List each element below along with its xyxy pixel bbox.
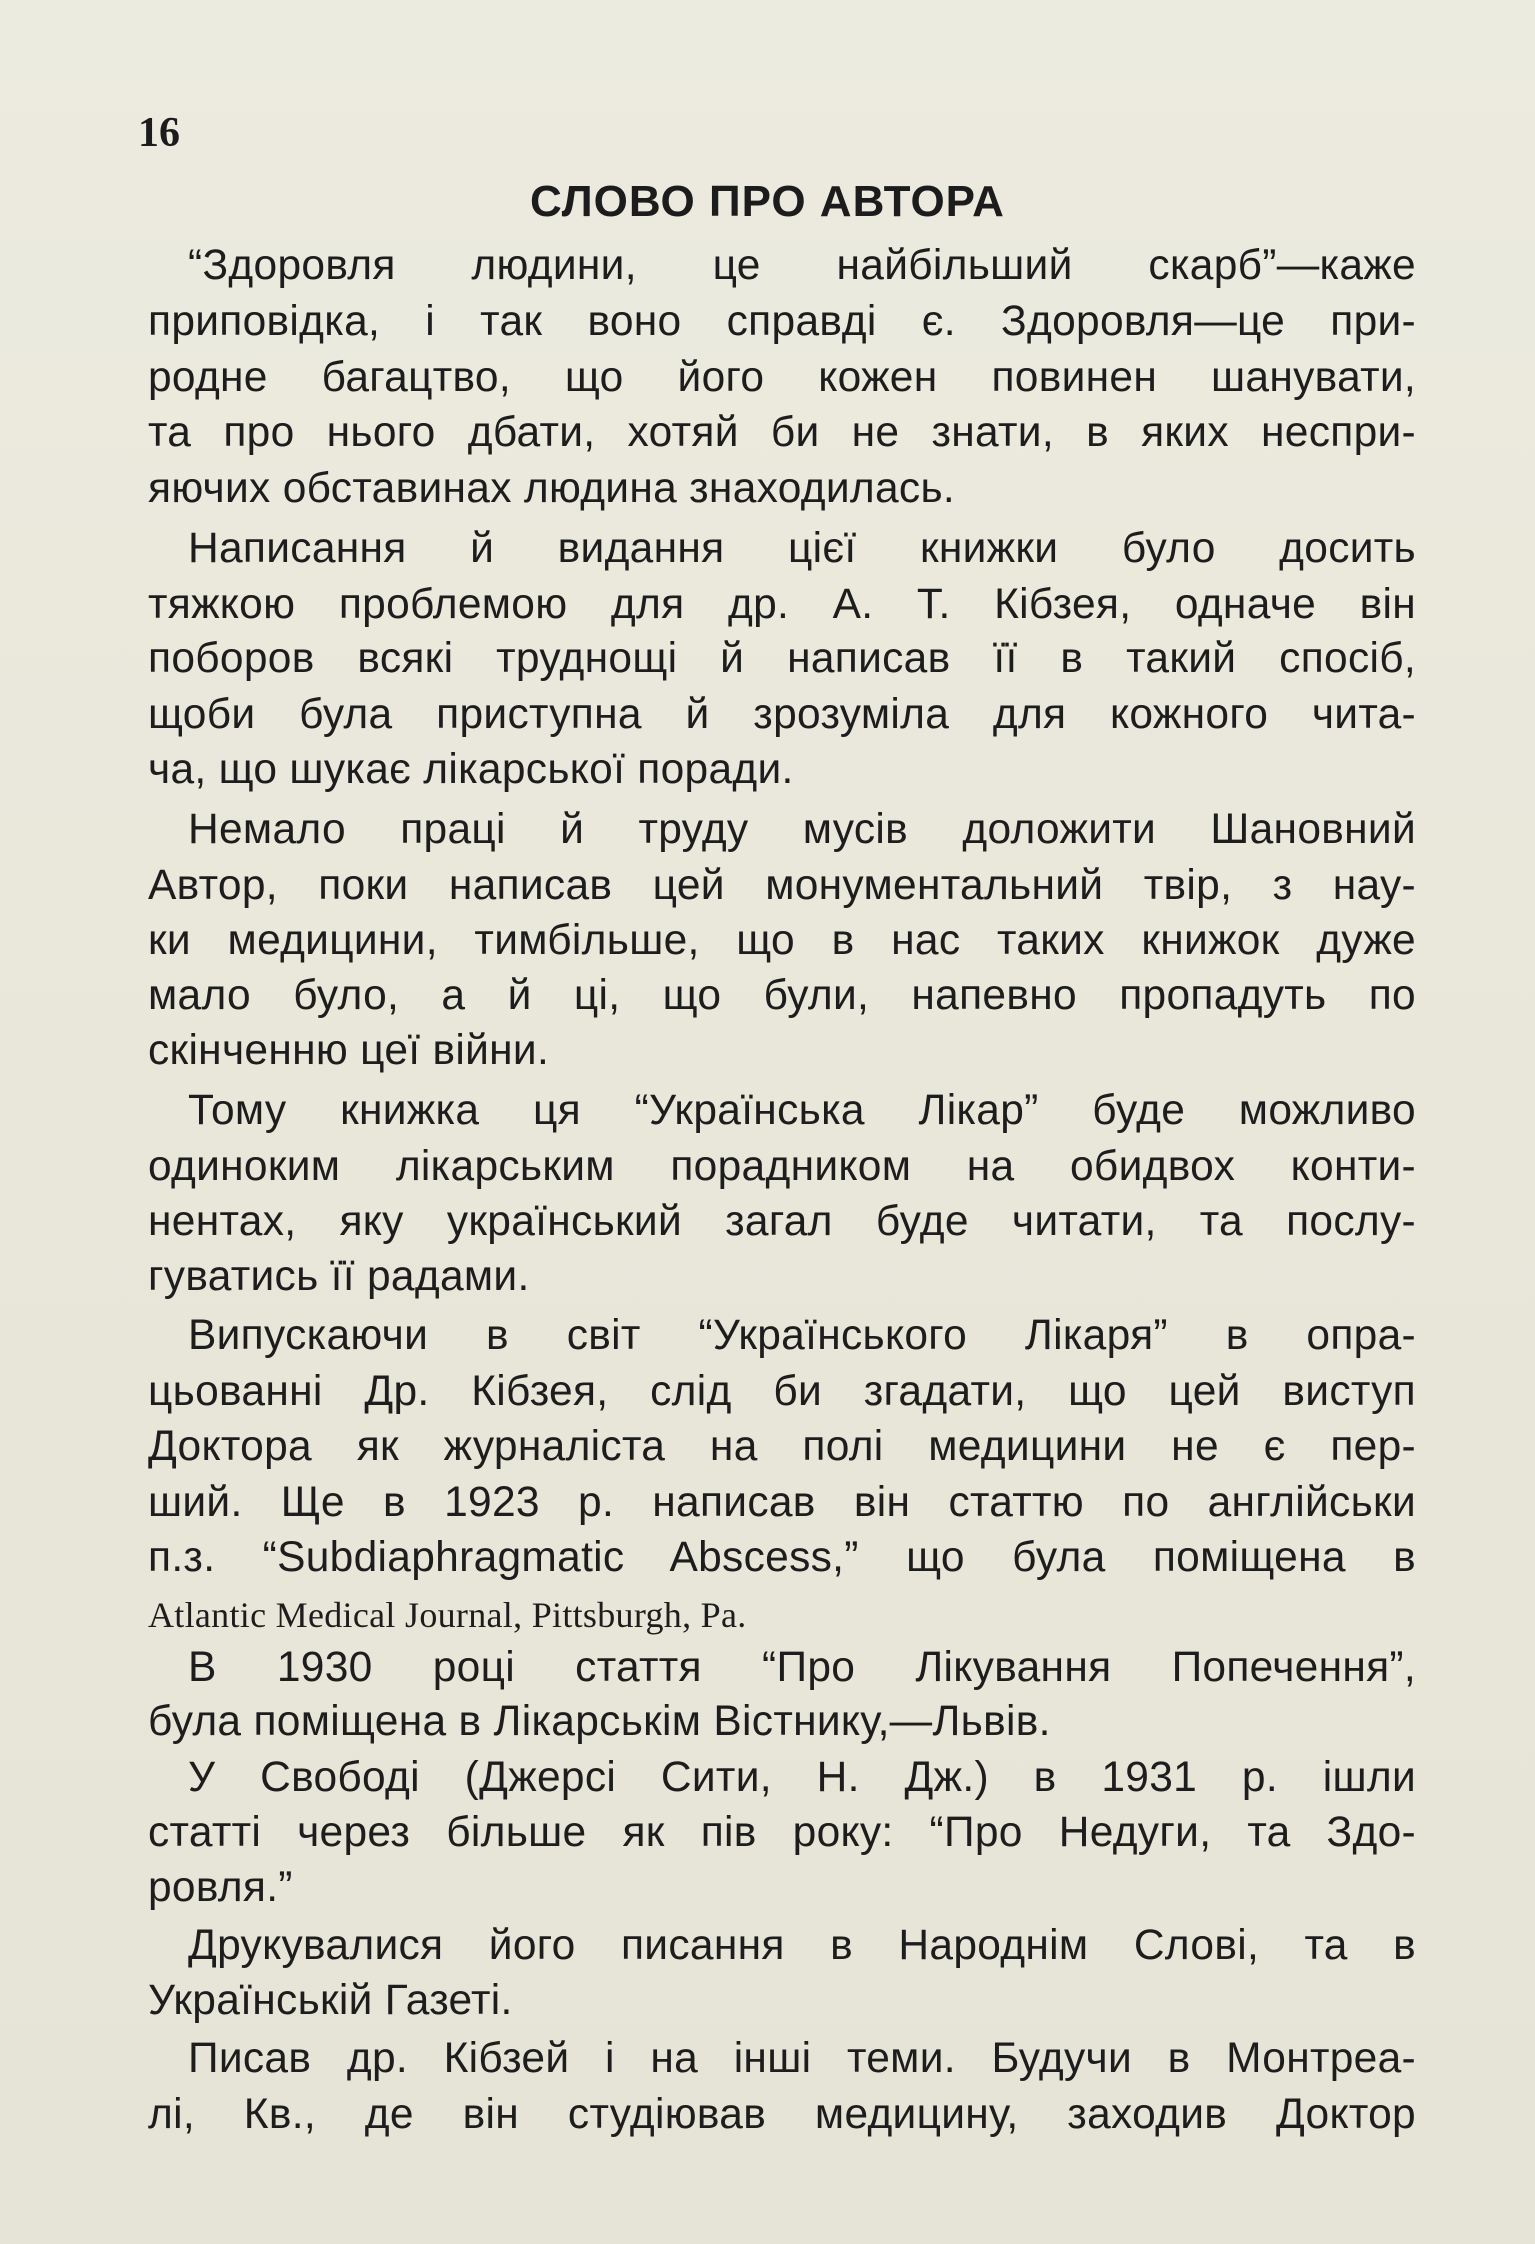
- text-line: В 1930 році стаття “Про Лікування Попечення”,: [188, 1644, 1416, 1691]
- text-line: Випускаючи в світ “Українського Лікаря” в опра-: [188, 1312, 1416, 1359]
- text-line: статті через більше як пів року: “Про Недуги, та Здо-: [148, 1809, 1416, 1856]
- text-line: Друкувалися його писання в Народнім Слові, та в: [188, 1922, 1416, 1969]
- text-line: приповідка, і так воно справді є. Здоровля—це при-: [148, 298, 1416, 345]
- text-line: ки медицини, тимбільше, що в нас таких книжок дуже: [148, 917, 1416, 964]
- page-number: 16: [138, 110, 180, 156]
- text-line: лі, Кв., де він студіював медицину, заходив Доктор: [148, 2091, 1416, 2138]
- page-title: СЛОВО ПРО АВТОРА: [530, 177, 1005, 226]
- text-line: поборов всякі труднощі й написав її в такий спосіб,: [148, 635, 1416, 682]
- text-line: ший. Ще в 1923 р. написав він статтю по англійськи: [148, 1479, 1416, 1526]
- text-line: Українській Газеті.: [148, 1977, 513, 2024]
- text-line: цьованні Др. Кібзея, слід би згадати, що цей виступ: [148, 1368, 1416, 1415]
- text-line: гуватись її радами.: [148, 1253, 530, 1300]
- text-line: та про нього дбати, хотяй би не знати, в яких неспри-: [148, 409, 1416, 456]
- text-line: ровля.”: [148, 1864, 293, 1911]
- text-line: У Свободі (Джерсі Сити, Н. Дж.) в 1931 р. ішли: [188, 1754, 1416, 1801]
- text-line: Писав др. Кібзей і на інші теми. Будучи в Монтреа-: [188, 2035, 1416, 2082]
- text-line: одиноким лікарським порадником на обидвох конти-: [148, 1143, 1416, 1190]
- text-line: була поміщена в Лікарськім Вістнику,—Львів.: [148, 1698, 1051, 1745]
- text-line: Написання й видання цієї книжки було досить: [188, 525, 1416, 572]
- text-line: Тому книжка ця “Українська Лікар” буде можливо: [188, 1087, 1416, 1134]
- text-line: “Здоровля людини, це найбільший скарб”—каже: [188, 242, 1416, 289]
- text-line: тяжкою проблемою для др. А. Т. Кібзея, одначе він: [148, 581, 1416, 628]
- text-line: скінченню цеї війни.: [148, 1027, 550, 1074]
- text-line: родне багацтво, що його кожен повинен шанувати,: [148, 354, 1416, 401]
- text-line: мало було, а й ці, що були, напевно пропадуть по: [148, 972, 1416, 1019]
- text-line: яючих обставинах людина знаходилась.: [148, 465, 955, 512]
- text-line: Немало праці й труду мусів доложити Шановний: [188, 806, 1416, 853]
- text-line: Atlantic Medical Journal, Pittsburgh, Pa.: [148, 1595, 747, 1635]
- text-line: п.з. “Subdiaphragmatic Abscess,” що була поміщена в: [148, 1534, 1416, 1581]
- text-line: ча, що шукає лікарської поради.: [148, 746, 794, 793]
- text-line: Доктора як журналіста на полі медицини не є пер-: [148, 1423, 1416, 1470]
- text-line: Автор, поки написав цей монументальний твір, з нау-: [148, 862, 1416, 909]
- text-line: щоби була приступна й зрозуміла для кожного чита-: [148, 691, 1416, 738]
- text-line: нентах, яку український загал буде читати, та послу-: [148, 1198, 1416, 1245]
